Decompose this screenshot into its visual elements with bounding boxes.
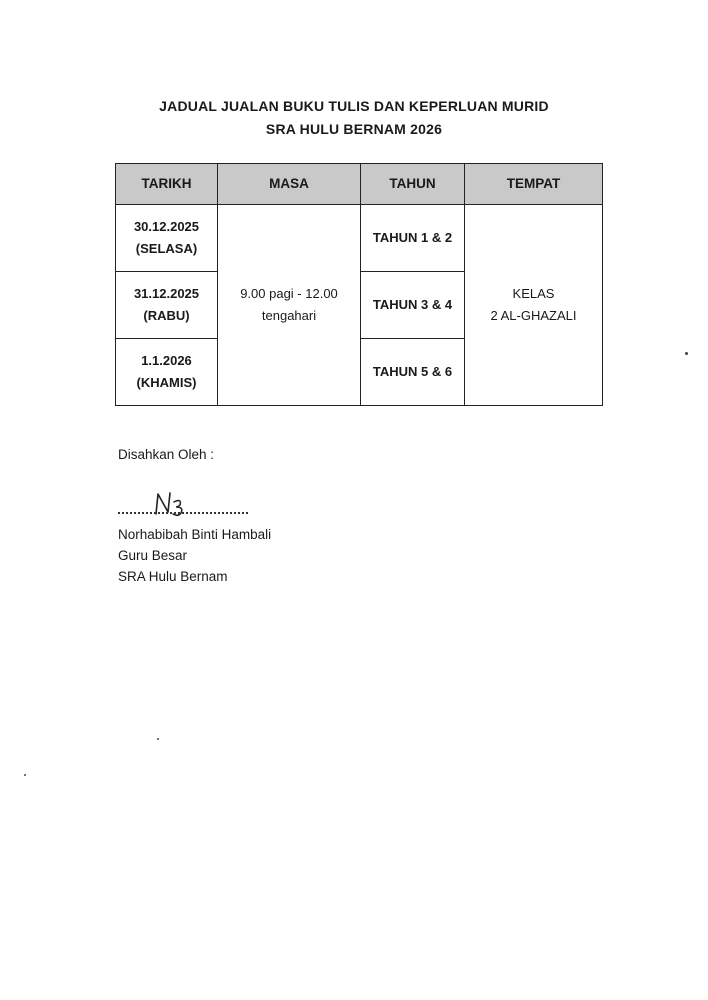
table-header-row: [116, 164, 603, 205]
day-text: (SELASA): [135, 241, 198, 256]
header-tempat: TEMPAT: [465, 164, 603, 205]
signatory-position: Guru Besar: [118, 548, 188, 563]
date-text: 30.12.2025: [133, 219, 200, 234]
year-cell: TAHUN 5 & 6: [361, 339, 465, 406]
place-text: KELAS: [512, 286, 555, 301]
signature-line: [118, 512, 248, 514]
year-cell: TAHUN 1 & 2: [361, 205, 465, 272]
date-cell: [116, 339, 218, 406]
time-text-2: tengahari: [261, 308, 317, 323]
header-tarikh: TARIKH: [116, 164, 218, 205]
signatory-name: Norhabibah Binti Hambali: [118, 527, 272, 542]
place-text-2: 2 AL-GHAZALI: [490, 308, 577, 323]
date-cell: [116, 272, 218, 339]
table-row: [116, 205, 603, 272]
date-cell: [116, 205, 218, 272]
document-title: JADUAL JUALAN BUKU TULIS DAN KEPERLUAN MURID: [159, 98, 549, 114]
document-subtitle: SRA HULU BERNAM 2026: [265, 121, 443, 137]
header-tahun: TAHUN: [361, 164, 465, 205]
date-text: 1.1.2026: [141, 353, 192, 368]
header-masa: MASA: [218, 164, 361, 205]
approval-label: Disahkan Oleh :: [118, 447, 215, 462]
year-cell: TAHUN 3 & 4: [361, 272, 465, 339]
scan-speck: [157, 738, 159, 740]
scan-speck: [685, 352, 688, 355]
place-cell: [465, 205, 603, 406]
time-text: 9.00 pagi - 12.00: [240, 286, 338, 301]
day-text: (RABU): [143, 308, 190, 323]
signatory-school: SRA Hulu Bernam: [118, 569, 228, 584]
scan-speck: [24, 774, 26, 776]
schedule-table: [115, 163, 603, 406]
time-cell: [218, 205, 361, 406]
date-text: 31.12.2025: [133, 286, 200, 301]
day-text: (KHAMIS): [136, 375, 197, 390]
